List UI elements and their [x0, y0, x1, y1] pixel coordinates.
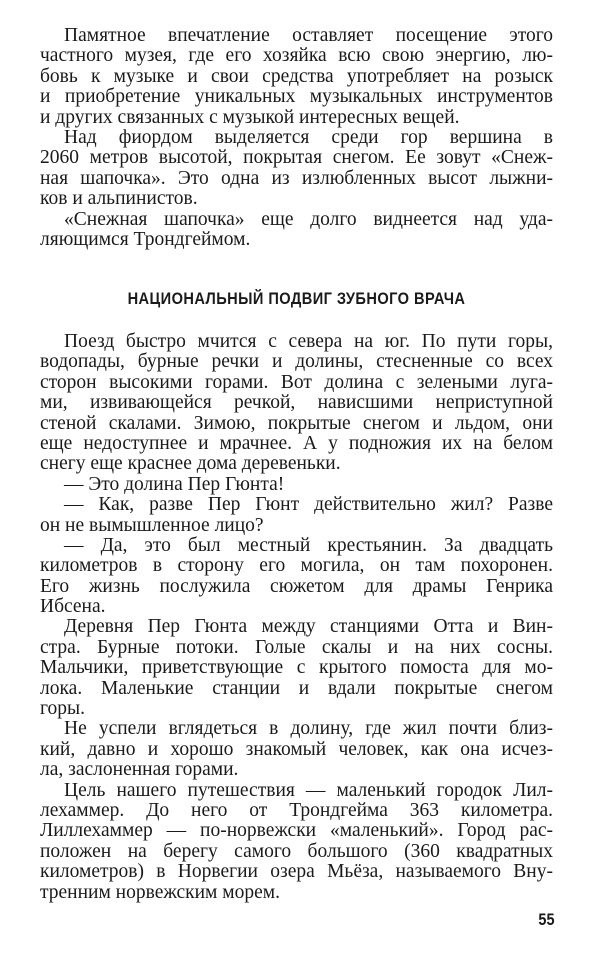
text-line: лехаммер. До него от Трондгейма 363 километра. — [40, 799, 553, 821]
text-line: Не успели вглядеться в долину, где жил почти близ- — [64, 718, 553, 740]
text-line: сторон высокими горами. Вот долина с зелеными луга- — [40, 371, 553, 393]
text-line: и приобретение уникальных музыкальных инструментов — [40, 86, 553, 108]
paragraph — [40, 210, 553, 251]
text-line: он не вымышленное лицо? — [40, 514, 264, 536]
text-section-before-heading — [40, 26, 553, 250]
text-section-after-heading — [40, 332, 553, 903]
paragraph — [40, 332, 553, 475]
text-line: Памятное впечатление оставляет посещение этого — [64, 25, 553, 46]
text-line: горы. — [40, 698, 85, 720]
text-line: ков и альпинистов. — [40, 188, 198, 210]
text-line: кий, давно и хорошо знакомый человек, как она исчез- — [40, 738, 553, 760]
paragraph — [40, 617, 553, 719]
text-line: снегу еще краснее дома деревеньки. — [40, 453, 341, 475]
text-line: Его жизнь послужила сюжетом для драмы Генрика — [40, 575, 553, 597]
paragraph — [40, 128, 553, 210]
text-line: стра. Бурные потоки. Голые скалы и на них сосны. — [40, 636, 553, 658]
text-line: ляющимся Трондгеймом. — [40, 228, 251, 250]
text-line: — Это долина Пер Гюнта! — [64, 473, 285, 495]
paragraph — [40, 495, 553, 536]
text-line: 2060 метров высотой, покрытая снегом. Ее зовут «Снеж- — [40, 147, 553, 169]
text-line: лока. Маленькие станции и вдали покрытые снегом — [40, 677, 553, 699]
paragraph — [40, 26, 553, 128]
paragraph — [40, 536, 553, 618]
text-line: Лиллехаммер — по-норвежски «маленький». Город рас- — [40, 820, 553, 842]
text-line: ми, извивающейся речкой, нависшими неприступной — [40, 392, 553, 414]
text-line: положен на берегу самого большого (360 квадратных — [40, 840, 553, 862]
text-line: Деревня Пер Гюнта между станциями Отта и Вин- — [64, 616, 553, 638]
text-line: частного музея, где его хозяйка всю свою энергию, лю- — [40, 45, 553, 67]
text-line: тренним норвежским морем. — [40, 881, 280, 903]
text-line: еще недоступнее и мрачнее. А у подножия их на белом — [40, 432, 553, 454]
text-line: стеной скалами. Зимою, покрытые снегом и льдом, они — [40, 412, 553, 434]
page-number: 55 — [538, 910, 555, 929]
paragraph — [40, 719, 553, 780]
text-line: ная шапочка». Это одна из излюбленных высот лыжни- — [40, 167, 553, 189]
paragraph — [40, 475, 553, 495]
text-line: ла, заслоненная горами. — [40, 759, 239, 781]
text-line: — Как, разве Пер Гюнт действительно жил? Разве — [64, 494, 553, 516]
paragraph — [40, 781, 553, 903]
text-line: Цель нашего путешествия — маленький городок Лил- — [64, 779, 553, 801]
text-line: километров) в Норвегии озера Мьёза, называемого Вну- — [40, 861, 553, 883]
chapter-heading: НАЦИОНАЛЬНЫЙ ПОДВИГ ЗУБНОГО ВРАЧА — [127, 289, 466, 308]
text-line: Мальчики, приветствующие с крытого помоста для мо- — [40, 657, 553, 679]
text-line: водопады, бурные речки и долины, стесненные со всех — [40, 351, 553, 373]
text-line: километров в сторону его могила, он там похоронен. — [40, 555, 553, 577]
text-line: Поезд быстро мчится с севера на юг. По пути горы, — [64, 331, 553, 352]
text-line: — Да, это был местный крестьянин. За двадцать — [64, 534, 553, 556]
text-line: Ибсена. — [40, 596, 106, 618]
text-line: бовь к музыке и свои средства употребляет на розыск — [40, 65, 553, 87]
text-line: «Снежная шапочка» еще долго виднеется над уда- — [64, 208, 553, 230]
text-line: и других связанных с музыкой интересных вещей. — [40, 106, 460, 128]
text-line: Над фиордом выделяется среди гор вершина в — [64, 126, 553, 148]
